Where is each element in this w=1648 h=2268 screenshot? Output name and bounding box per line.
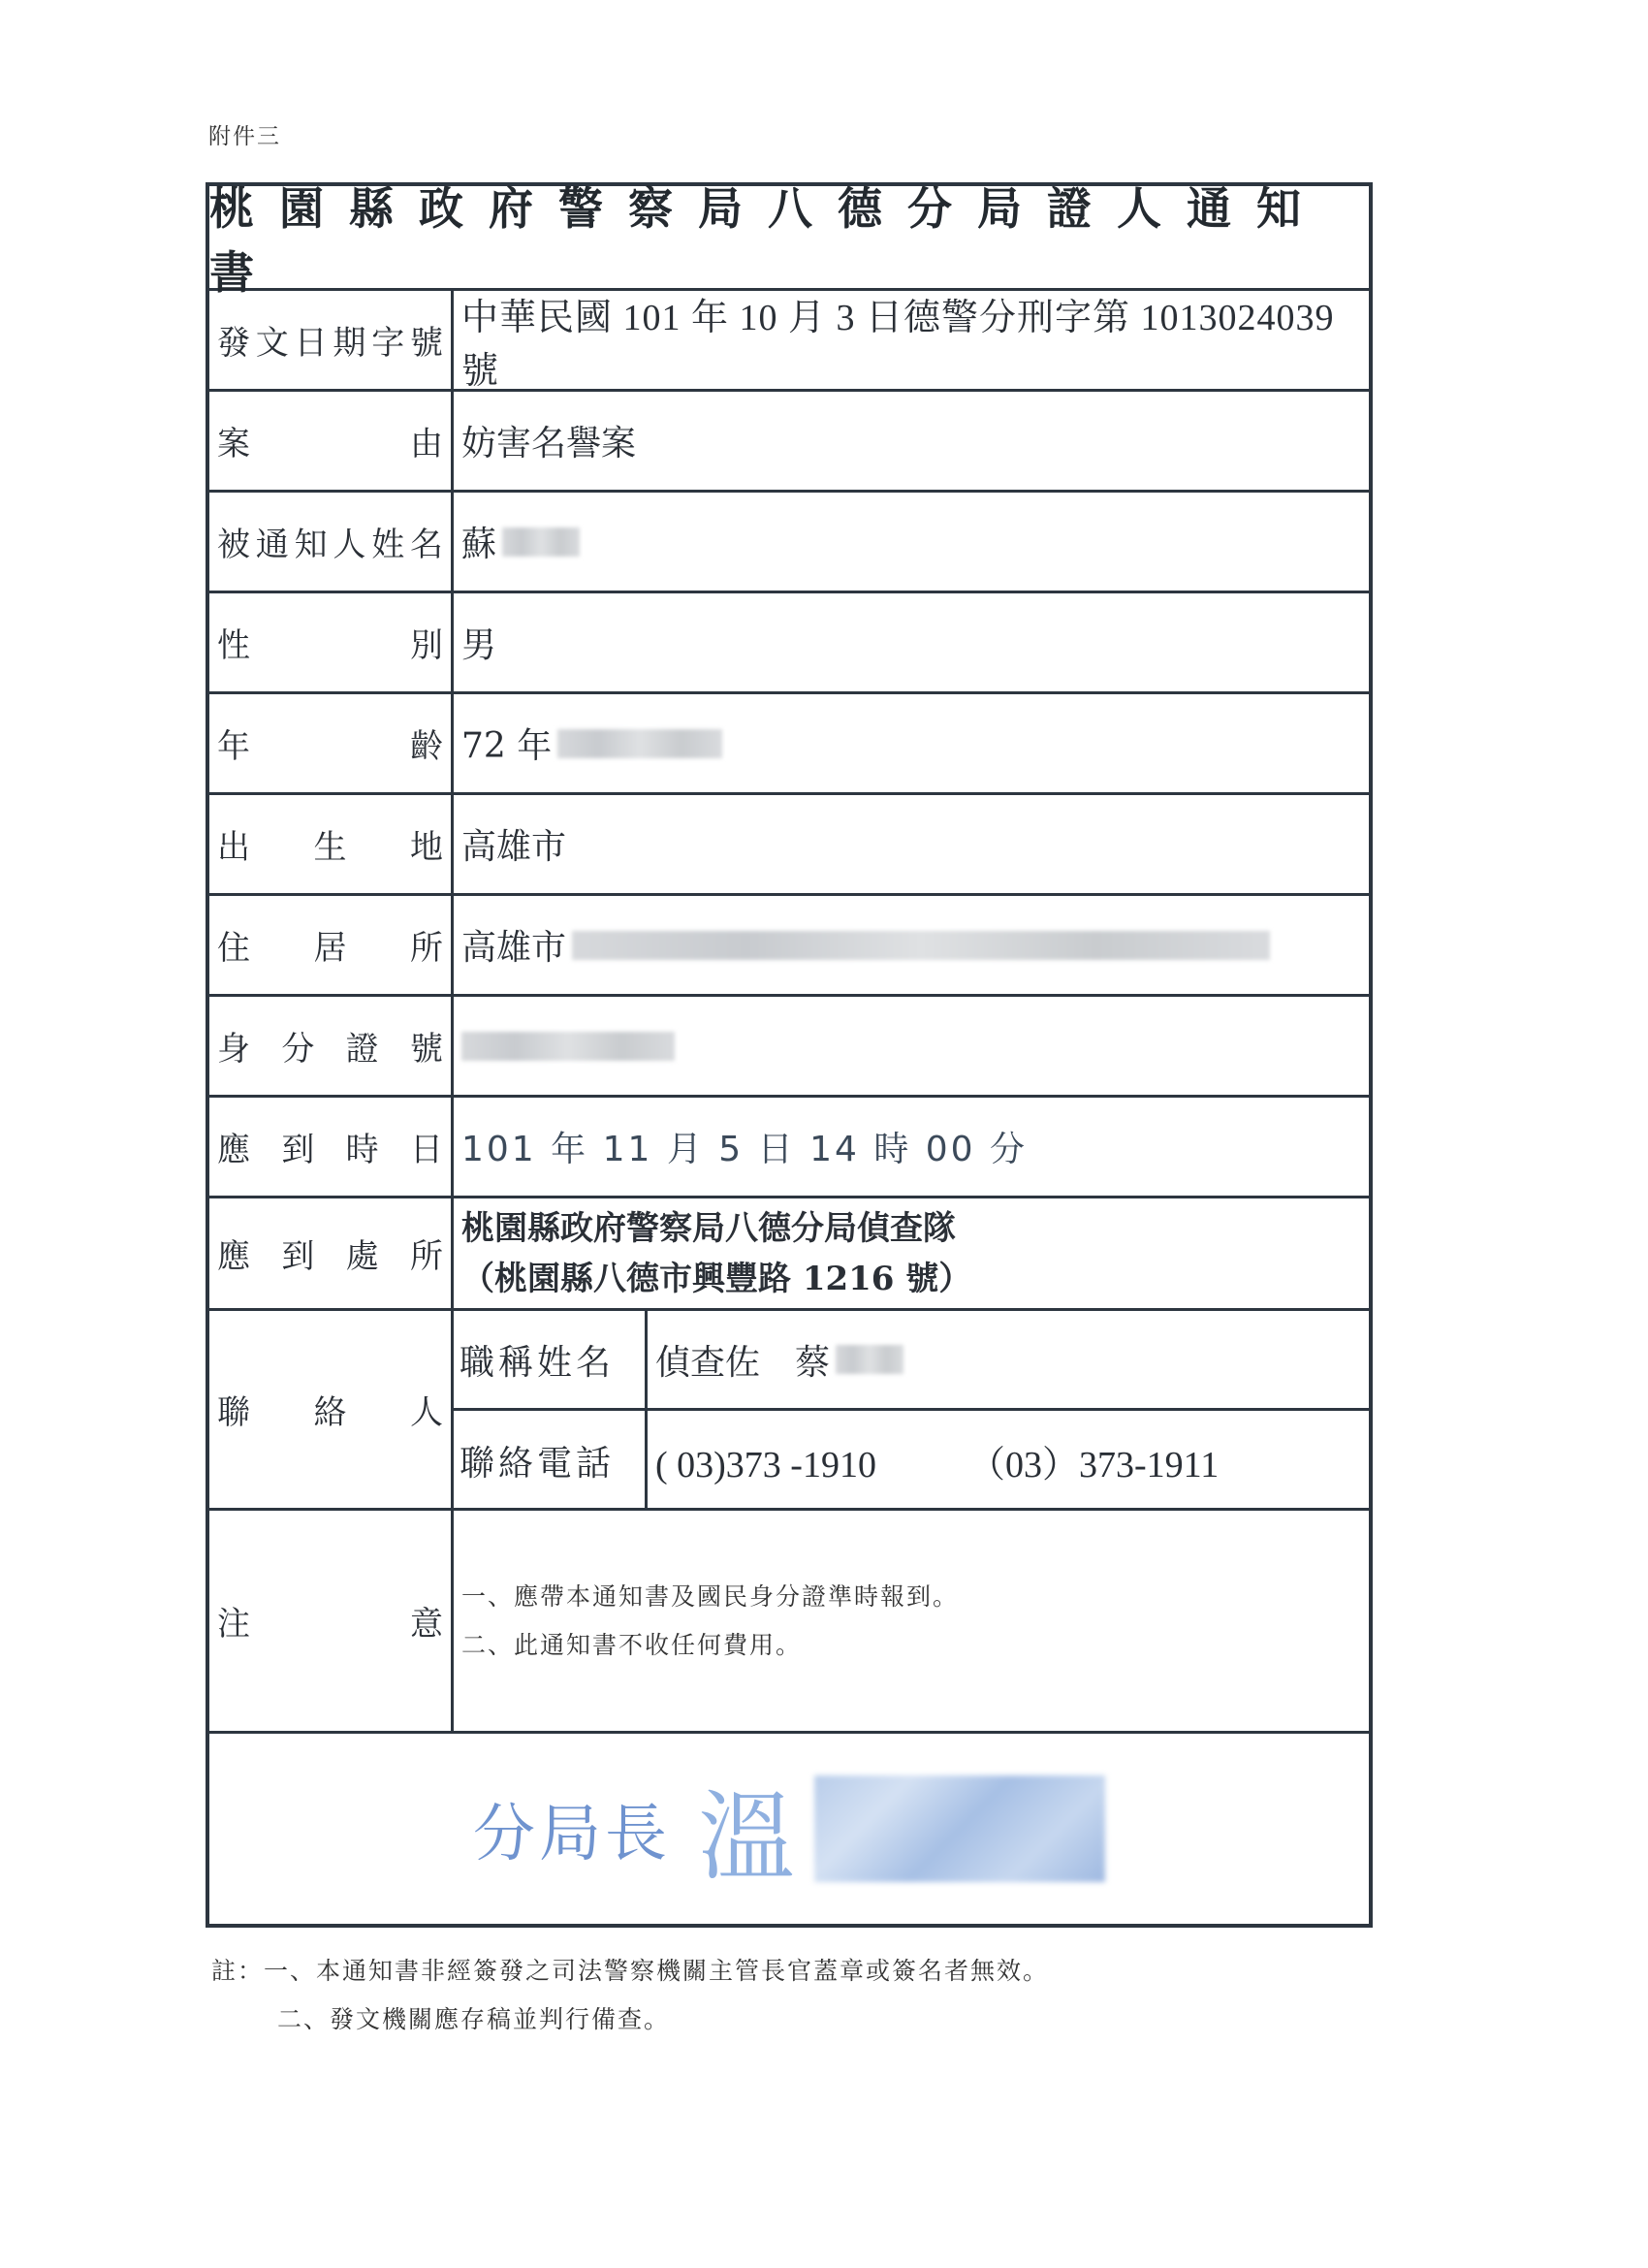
appear-place-field <box>454 1198 1369 1308</box>
contact-title-name-row <box>454 1311 1369 1411</box>
notified-name-label: 被通知人姓名 <box>209 493 454 591</box>
case-value: 妨害名譽案 <box>461 424 637 463</box>
redacted-block <box>557 729 722 758</box>
notes-line1: 一、應帶本通知書及國民身分證準時報到。 <box>461 1581 960 1611</box>
residence-value: 高雄市 <box>461 928 567 968</box>
footnote <box>211 1947 1049 2044</box>
row-birthplace <box>209 795 1369 896</box>
phone-label: 聯絡電話 <box>454 1411 648 1511</box>
case-label: 案由 <box>209 392 454 490</box>
appear-time-value: 101 年 11 月 5 日 14 時 00 分 <box>461 1130 1029 1169</box>
row-appear-place <box>209 1198 1369 1311</box>
form-title: 桃園縣政府警察局八德分局證人通知書 <box>209 186 1369 291</box>
row-residence <box>209 896 1369 997</box>
notes-line2: 二、此通知書不收任何費用。 <box>461 1630 803 1659</box>
attachment-label: 附件三 <box>208 124 281 149</box>
redacted-block <box>572 931 1270 960</box>
residence-field <box>454 896 1369 994</box>
row-notified-name <box>209 493 1369 593</box>
contact-phone-row <box>454 1411 1369 1511</box>
issue-date-label: 發文日期字號 <box>209 291 454 389</box>
notes-field <box>454 1511 1369 1731</box>
title-name-label: 職稱姓名 <box>454 1311 648 1408</box>
signature-name: 溫 <box>698 1780 795 1894</box>
gender-value: 男 <box>461 625 497 665</box>
appear-time-label: 應到時日 <box>209 1098 454 1196</box>
row-contact <box>209 1311 1369 1511</box>
redacted-block <box>836 1345 903 1374</box>
age-field <box>454 694 1369 792</box>
row-notes <box>209 1511 1369 1734</box>
signature-area <box>209 1734 1369 1924</box>
notice-form <box>206 182 1373 1928</box>
gender-label: 性別 <box>209 593 454 691</box>
birthplace-label: 出生地 <box>209 795 454 893</box>
phone-value: ( 03)373 -1910 （03）373-1911 <box>655 1445 1220 1485</box>
id-number-label: 身分證號 <box>209 997 454 1095</box>
residence-label: 住居所 <box>209 896 454 994</box>
row-id-number <box>209 997 1369 1098</box>
id-number-field <box>454 997 1369 1095</box>
row-age <box>209 694 1369 795</box>
contact-label: 聯絡人 <box>209 1311 454 1508</box>
redacted-signature <box>814 1775 1105 1882</box>
age-label: 年齡 <box>209 694 454 792</box>
notes-label: 注意 <box>209 1511 454 1731</box>
appear-place-label: 應到處所 <box>209 1198 454 1308</box>
birthplace-value: 高雄市 <box>461 827 567 867</box>
appear-place-line2: （桃園縣八德市興豐路 1216 號） <box>461 1259 972 1298</box>
title-name-value: 偵查佐 蔡 <box>655 1342 831 1383</box>
row-appear-time <box>209 1098 1369 1198</box>
issue-date-value: 中華民國 101 年 10 月 3 日德警分刑字第 1013024039 號 <box>461 297 1335 392</box>
redacted-block <box>502 527 580 557</box>
signature-title: 分局長 <box>473 1799 671 1870</box>
appear-place-line1: 桃園縣政府警察局八德分局偵查隊 <box>461 1208 956 1248</box>
title-name-field <box>648 1311 1369 1408</box>
redacted-block <box>461 1032 675 1061</box>
notified-name-value: 蘇 <box>461 525 497 564</box>
row-gender <box>209 593 1369 694</box>
footnote-line1: 註：一、本通知書非經簽發之司法警察機關主管長官蓋章或簽名者無效。 <box>211 1957 1050 1985</box>
notified-name-field <box>454 493 1369 591</box>
age-value: 72 年 <box>461 726 553 766</box>
row-case <box>209 392 1369 493</box>
row-issue-date <box>209 291 1369 392</box>
footnote-line2: 二、發文機關應存稿並判行備查。 <box>277 2005 671 2033</box>
